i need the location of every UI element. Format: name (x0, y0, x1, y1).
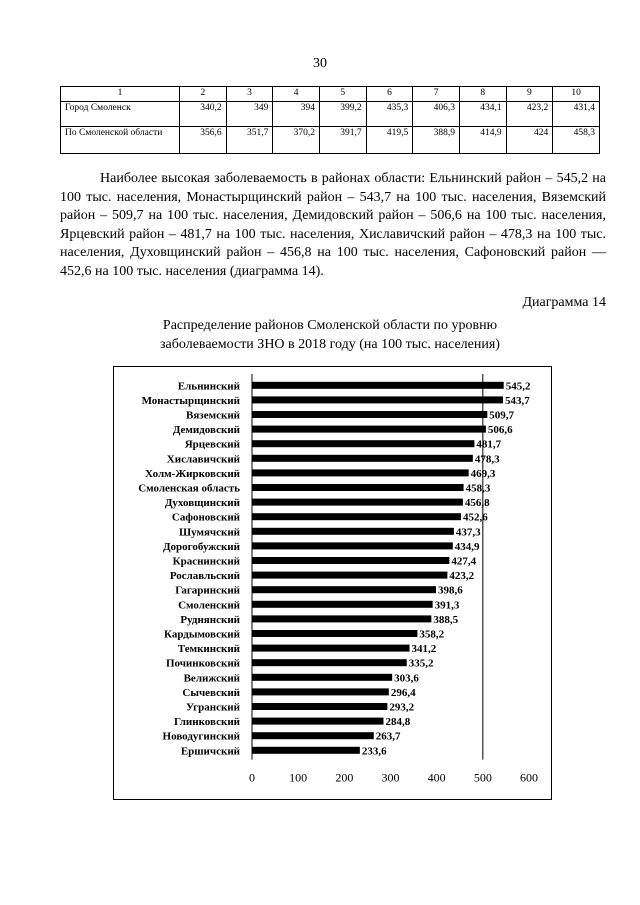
x-tick-label: 100 (289, 770, 308, 785)
x-tick-label: 300 (381, 770, 400, 785)
bar (252, 688, 389, 695)
bar (252, 674, 392, 681)
table-cell: 340,2 (180, 102, 227, 127)
value-label: 506,6 (487, 424, 513, 437)
category-label: Ярцевский (184, 438, 240, 451)
table-cell: 406,3 (413, 102, 460, 127)
table-header-row (61, 87, 600, 102)
diagram-label: Диаграмма 14 (522, 295, 606, 310)
category-label: Вяземский (186, 409, 240, 422)
bar (252, 630, 417, 637)
bar (252, 732, 374, 739)
bar-chart (113, 366, 552, 800)
bar (252, 645, 410, 652)
value-label: 543,7 (505, 394, 530, 407)
value-label: 358,2 (419, 628, 445, 641)
category-label: Краснинский (172, 555, 240, 568)
value-label: 296,4 (390, 686, 416, 699)
table-cell: 414,9 (459, 127, 506, 154)
category-label: Сафоновский (171, 511, 240, 524)
table-cell: 424 (506, 127, 553, 154)
table-cell: 391,7 (319, 127, 366, 154)
bar (252, 513, 461, 520)
category-label: Ершичский (180, 745, 240, 758)
diagram-title-line: Распределение районов Смоленской области по уровню (162, 318, 498, 333)
value-label: 303,6 (394, 672, 419, 685)
table-header-cell: 6 (366, 87, 413, 102)
value-label: 388,5 (433, 613, 459, 626)
table-cell: 399,2 (319, 102, 366, 127)
value-label: 545,2 (505, 380, 531, 393)
category-label: Гагаринский (175, 584, 240, 597)
category-label: Глинковский (174, 716, 240, 729)
table-cell: 349 (226, 102, 273, 127)
category-label: Велижский (183, 672, 240, 685)
table-header-cell: 8 (459, 87, 506, 102)
value-label: 293,2 (389, 701, 415, 714)
table-cell: 458,3 (553, 127, 600, 154)
table-cell: 388,9 (413, 127, 460, 154)
bar (252, 396, 503, 403)
incidence-table (60, 86, 600, 154)
value-label: 284,8 (385, 716, 411, 729)
bar (252, 528, 454, 535)
x-tick-label: 200 (335, 770, 354, 785)
category-label: Дорогобужский (162, 540, 240, 553)
table-cell: 434,1 (459, 102, 506, 127)
value-label: 478,3 (474, 453, 500, 466)
category-label: Руднянский (180, 613, 240, 626)
value-label: 469,3 (470, 467, 496, 480)
category-label: Демидовский (172, 424, 240, 437)
table-row-label: По Смоленской области (61, 127, 180, 154)
category-label: Холм-Жирковский (144, 467, 240, 480)
bar (252, 469, 469, 476)
bar (252, 542, 453, 549)
table-cell: 419,5 (366, 127, 413, 154)
bar-chart-svg (114, 367, 551, 799)
page-number: 30 (313, 56, 327, 71)
value-label: 452,6 (462, 511, 488, 524)
table-cell: 370,2 (273, 127, 320, 154)
bar (252, 703, 387, 710)
category-label: Хиславичский (166, 453, 240, 466)
table-cell: 435,3 (366, 102, 413, 127)
table-row (61, 102, 600, 127)
bar (252, 426, 486, 433)
table-cell: 351,7 (226, 127, 273, 154)
table-row (61, 127, 600, 154)
table-cell: 394 (273, 102, 320, 127)
diagram-title (90, 316, 570, 354)
bar (252, 411, 487, 418)
bar (252, 484, 464, 491)
value-label: 437,3 (455, 526, 481, 539)
table-cell: 431,4 (553, 102, 600, 127)
bar (252, 382, 504, 389)
table-header-cell: 1 (61, 87, 180, 102)
table-header-cell: 4 (273, 87, 320, 102)
table-header-cell: 2 (180, 87, 227, 102)
value-label: 335,2 (408, 657, 434, 670)
bar (252, 557, 449, 564)
value-label: 458,3 (465, 482, 491, 495)
value-label: 391,3 (434, 599, 460, 612)
category-label: Угранский (185, 701, 240, 714)
value-label: 398,6 (438, 584, 463, 597)
category-label: Кардымовский (163, 628, 240, 641)
x-tick-label: 400 (427, 770, 446, 785)
table-header-cell: 9 (506, 87, 553, 102)
bar (252, 455, 473, 462)
table-header-cell: 5 (319, 87, 366, 102)
value-label: 233,6 (361, 745, 387, 758)
bar (252, 747, 360, 754)
bar (252, 718, 383, 725)
x-tick-label: 600 (520, 770, 538, 785)
value-label: 509,7 (489, 409, 515, 422)
diagram-title-line: заболеваемости ЗНО в 2018 году (на 100 тыс. населения) (160, 337, 500, 352)
table-header-cell: 3 (226, 87, 273, 102)
table-header-cell: 10 (553, 87, 600, 102)
category-label: Новодугинский (162, 730, 240, 743)
value-label: 423,2 (449, 570, 475, 583)
x-tick-label: 0 (249, 770, 255, 785)
table-cell: 423,2 (506, 102, 553, 127)
bar (252, 615, 431, 622)
value-label: 481,7 (476, 438, 502, 451)
value-label: 434,9 (454, 540, 480, 553)
bar (252, 659, 407, 666)
bar (252, 499, 463, 506)
category-label: Шумячский (179, 526, 240, 539)
table-cell: 356,6 (180, 127, 227, 154)
category-label: Сычевский (182, 686, 240, 699)
category-label: Смоленская область (138, 482, 240, 495)
value-label: 263,7 (375, 730, 401, 743)
bar (252, 572, 447, 579)
table-row-label: Город Смоленск (61, 102, 180, 127)
category-label: Ельнинский (177, 380, 240, 393)
bar (252, 586, 436, 593)
category-label: Монастырщинский (141, 394, 240, 407)
x-tick-label: 500 (473, 770, 492, 785)
value-label: 427,4 (451, 555, 477, 568)
category-label: Починковский (165, 657, 240, 670)
category-label: Темкинский (177, 643, 240, 656)
category-label: Духовщинский (164, 497, 240, 510)
category-label: Смоленский (178, 599, 240, 612)
category-label: Рославльский (169, 570, 240, 583)
bar (252, 601, 433, 608)
value-label: 341,2 (411, 643, 437, 656)
body-paragraph: Наиболее высокая заболеваемость в районах области: Ельнинский район – 545,2 на 100 тыс. населения, Монастырщинский район – 543,7 на 100 тыс. населения, Вяземский район – 509,7 на 100 тыс. населения, Демидовский район – 506,6 на 100 тыс. населения, Ярцевский район – 481,7 на 100 тыс. населения, Хиславичский район – 478,3 на 100 тыс. населения, Духовщинский район – 456,8 на 100 тыс. населения, Сафоновский район — 452,6 на 100 тыс. населения (диаграмма 14). (60, 171, 606, 279)
bar (252, 440, 474, 447)
value-label: 456,8 (464, 497, 490, 510)
table-header-cell: 7 (413, 87, 460, 102)
